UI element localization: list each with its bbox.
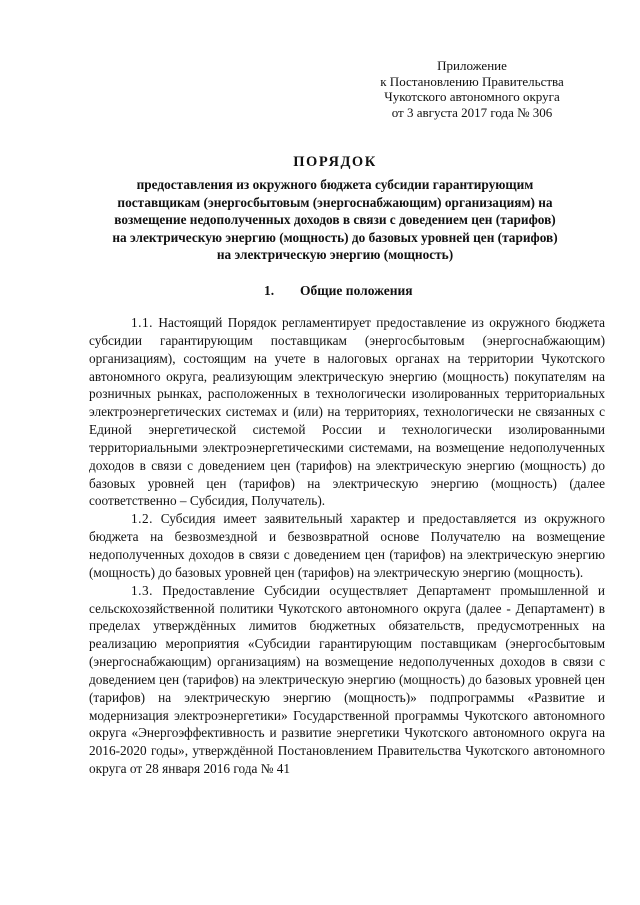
document-title: ПОРЯДОК — [293, 154, 377, 170]
paragraph — [89, 582, 605, 778]
subtitle-line: возмещение недополученных доходов в связи с доведением цен (тарифов) — [114, 212, 556, 227]
section-number: 1. — [264, 283, 275, 298]
appendix-line: Приложение — [437, 58, 507, 73]
subtitle-line: на электрическую энергию (мощность) — [216, 247, 454, 262]
appendix-line: Чукотского автономного округа — [384, 89, 560, 104]
title-block — [60, 153, 610, 264]
paragraph-number: 1.1. — [131, 315, 153, 330]
paragraph-text: Настоящий Порядок регламентирует предоставление из окружного бюджета субсидии гарантирующим поставщикам (энергосбытовым (энергоснабжающим) организациям), состоящим на учете в налоговых органах на территории Чукотского автономного округа, реализующим электрическую энергию (мощность) покупателям на розничных рынках, расположенных в технологически изолированных территориальных электроэнергетических системах и (или) на территориях, технологически не связанных с Единой энергетической системой России и технологически изолированными территориальными электроэнергетическими системами, на возмещение недополученных доходов в связи с доведением цен (тарифов) на электрическую энергию (мощность) до базовых уровней цен (тарифов) на электрическую энергию (мощность) (далее соответственно – Субсидия, Получатель). — [89, 315, 605, 509]
paragraph-text: Субсидия имеет заявительный характер и предоставляется из окружного бюджета на безвозмездной и безвозвратной основе Получателю на возмещение недополученных доходов в связи с доведением цен (тарифов) на электрическую энергию (мощность) до базовых уровней цен (тарифов) на электрическую энергию (мощность). — [89, 511, 606, 580]
paragraph — [89, 510, 605, 581]
appendix-line: от 3 августа 2017 года № 306 — [391, 104, 553, 120]
paragraph-number: 1.2. — [131, 511, 153, 527]
paragraph-text: Предоставление Субсидии осуществляет Департамент промышленной и сельскохозяйственной политики Чукотского автономного округа (далее - Департамент) в пределах утверждённых лимитов бюджетных обязательств, предусмотренных на реализацию мероприятия «Субсидии гарантирующим поставщикам (энергосбытовым (энергоснабжающим) организациям) на возмещение недополученных доходов в связи с доведением цен (тарифов) на электрическую энергию (мощность) до базовых уровней цен (тарифов) на электрическую энергию (мощность)» подпрограммы «Развитие и модернизация электроэнергетики» Государственной программы Чукотского автономного округа «Энергоэффективность и развитие энергетики Чукотского автономного округа на 2016-2020 годы», утверждённой Постановлением Правительства Чукотского автономного округа от 28 января 2016 года № 41 — [89, 582, 606, 777]
section-title: Общие положения — [300, 283, 413, 298]
body-text — [89, 314, 605, 778]
subtitle-line: поставщикам (энергосбытовым (энергоснабжающим) организациям) на — [117, 194, 553, 210]
subtitle-line: на электрическую энергию (мощность) до базовых уровней цен (тарифов) — [112, 229, 558, 245]
document-subtitle — [60, 176, 610, 264]
subtitle-line: предоставления из окружного бюджета субсидии гарантирующим — [136, 177, 534, 192]
appendix-header — [342, 58, 602, 120]
paragraph — [89, 314, 605, 510]
section-heading — [264, 282, 413, 300]
paragraph-number: 1.3. — [131, 582, 153, 598]
appendix-line: к Постановлению Правительства — [380, 73, 564, 89]
